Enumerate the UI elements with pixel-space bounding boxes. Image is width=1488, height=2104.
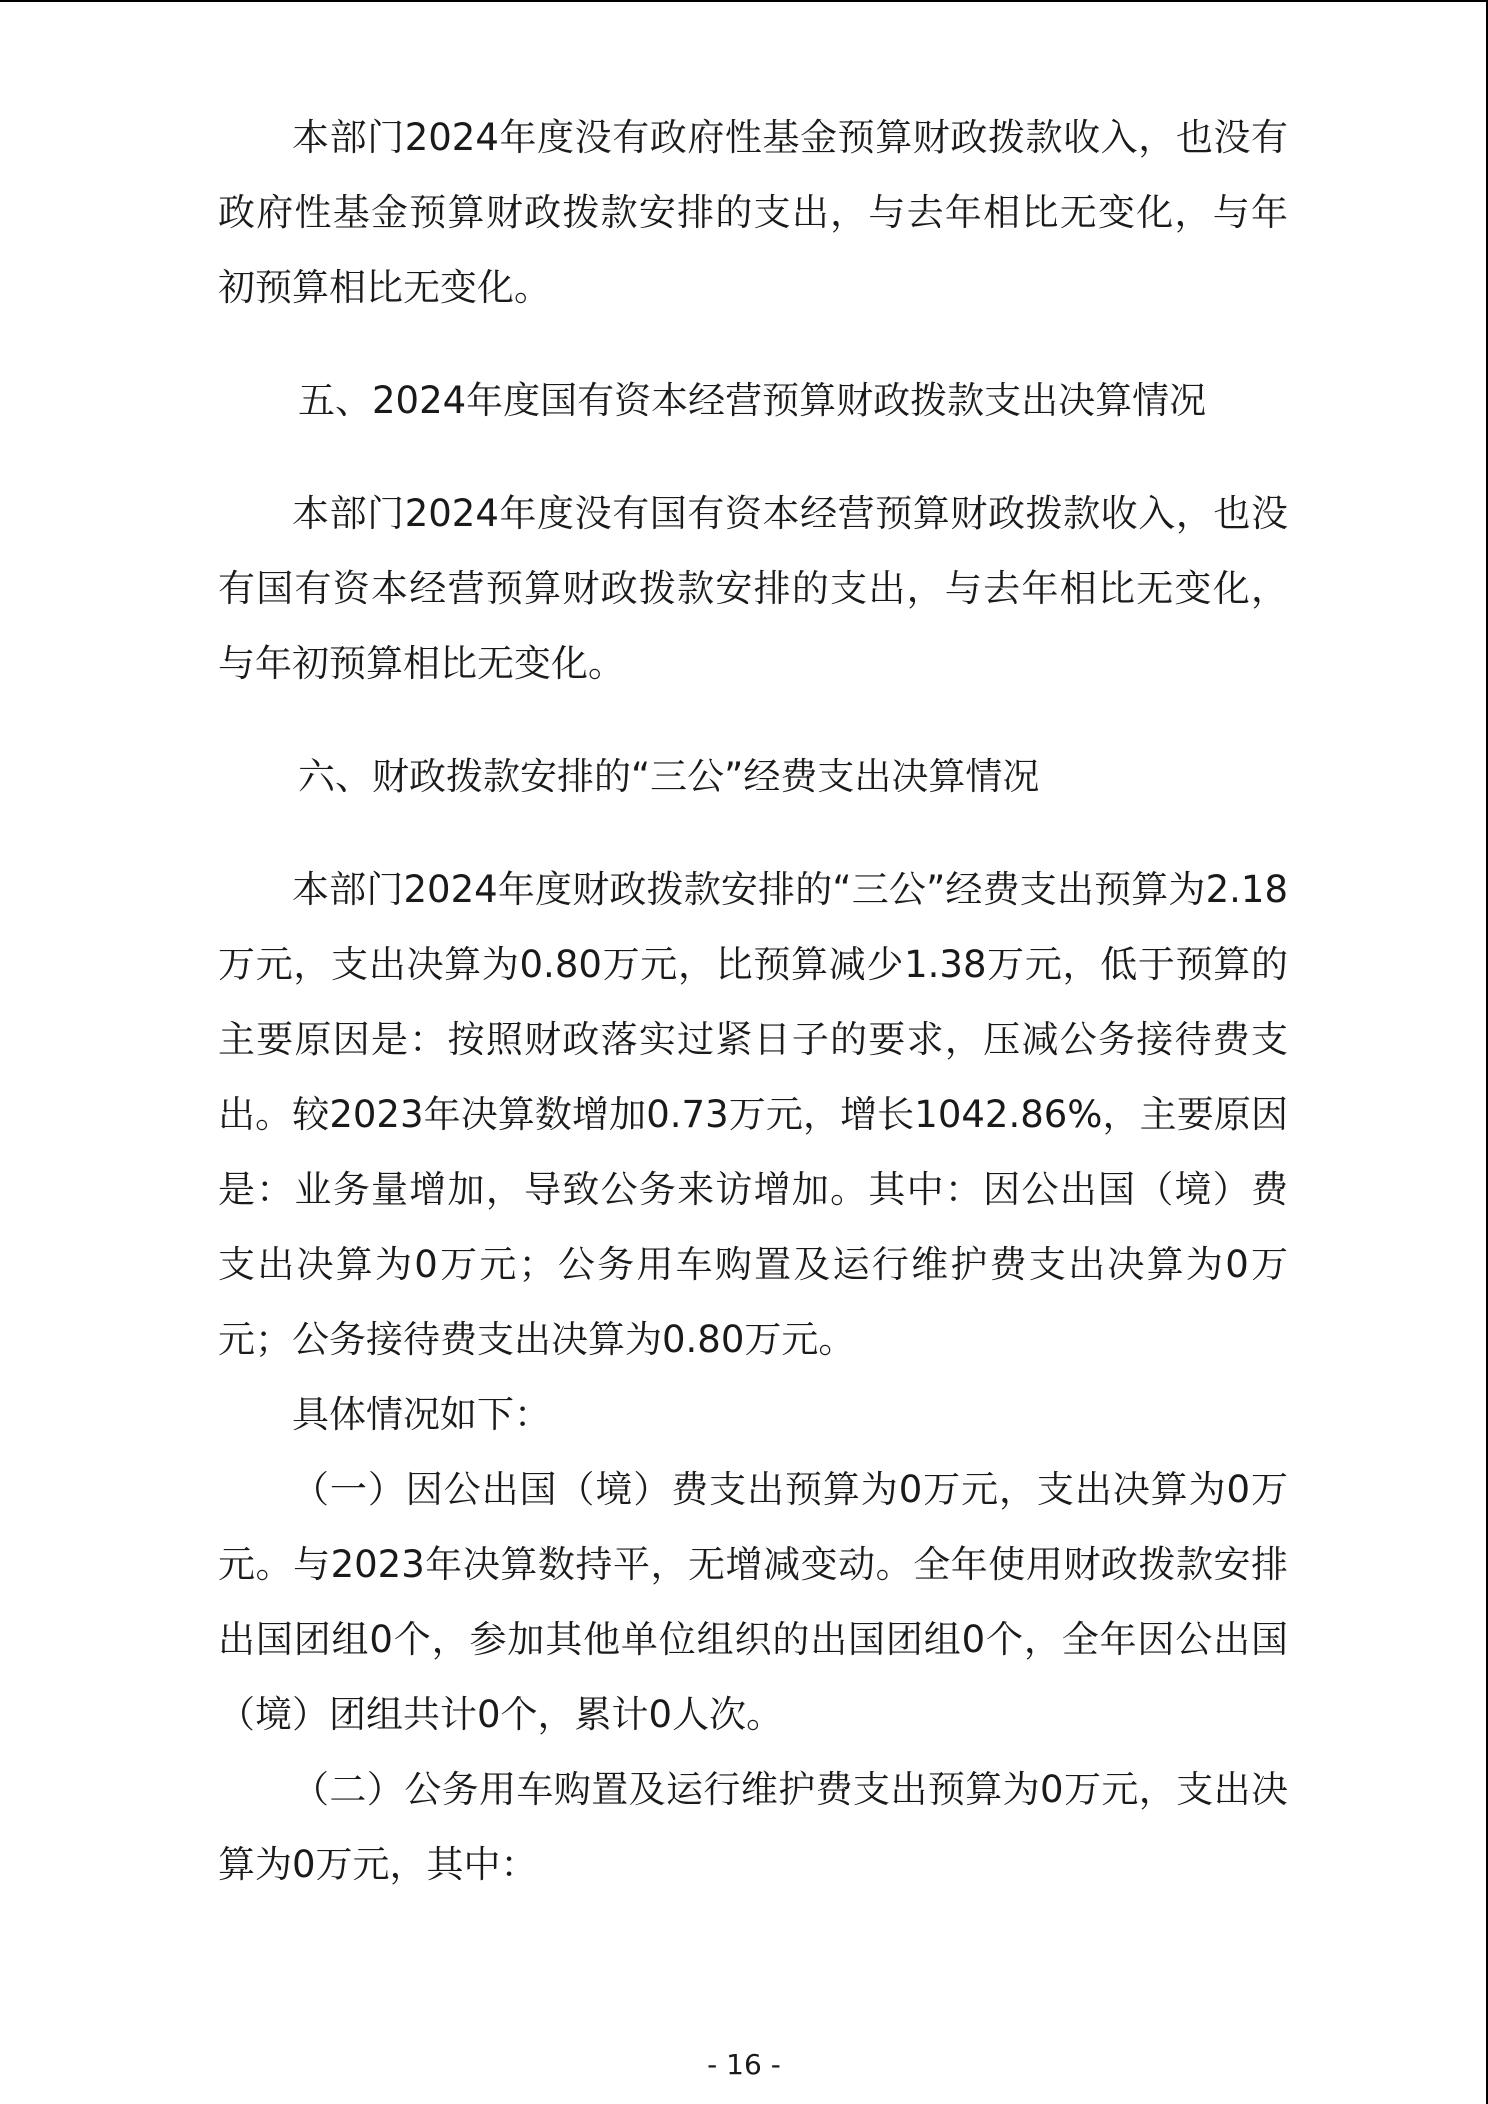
paragraph-three-public-overview: 本部门2024年度财政拨款安排的“三公”经费支出预算为2.18万元，支出决算为0.80万元，比预算减少1.38万元，低于预算的主要原因是：按照财政落实过紧日子的要求，压减公务接待费支出。较2023年决算数增加0.73万元，增长1042.86%，主要原因是：业务量增加，导致公务来访增加。其中：因公出国（境）费支出决算为0万元；公务用车购置及运行维护费支出决算为0万元；公务接待费支出决算为0.80万元。 [218,868,1288,1361]
spacer [218,438,1288,476]
paragraph-details-intro: 具体情况如下： [292,1393,551,1436]
page-number: - 16 - [707,2048,781,2081]
paragraph-overseas-travel: （一）因公出国（境）费支出预算为0万元，支出决算为0万元。与2023年决算数持平，无增减变动。全年使用财政拨款安排出国团组0个，参加其他单位组织的出国团组0个，全年因公出国（境）团组共计0个，累计0人次。 [218,1468,1288,1736]
paragraph-state-capital: 本部门2024年度没有国有资本经营预算财政拨款收入，也没有国有资本经营预算财政拨款安排的支出，与去年相比无变化，与年初预算相比无变化。 [218,492,1288,685]
document-body [218,100,1288,1902]
spacer [218,701,1288,739]
paragraph-government-fund: 本部门2024年度没有政府性基金预算财政拨款收入，也没有政府性基金预算财政拨款安排的支出，与去年相比无变化，与年初预算相比无变化。 [218,116,1288,309]
spacer [218,814,1288,852]
section-heading-6: 六、财政拨款安排的“三公”经费支出决算情况 [298,755,1040,798]
spacer [218,325,1288,363]
section-heading-5: 五、2024年度国有资本经营预算财政拨款支出决算情况 [298,379,1207,422]
paragraph-official-vehicles: （二）公务用车购置及运行维护费支出预算为0万元，支出决算为0万元，其中： [218,1768,1288,1886]
